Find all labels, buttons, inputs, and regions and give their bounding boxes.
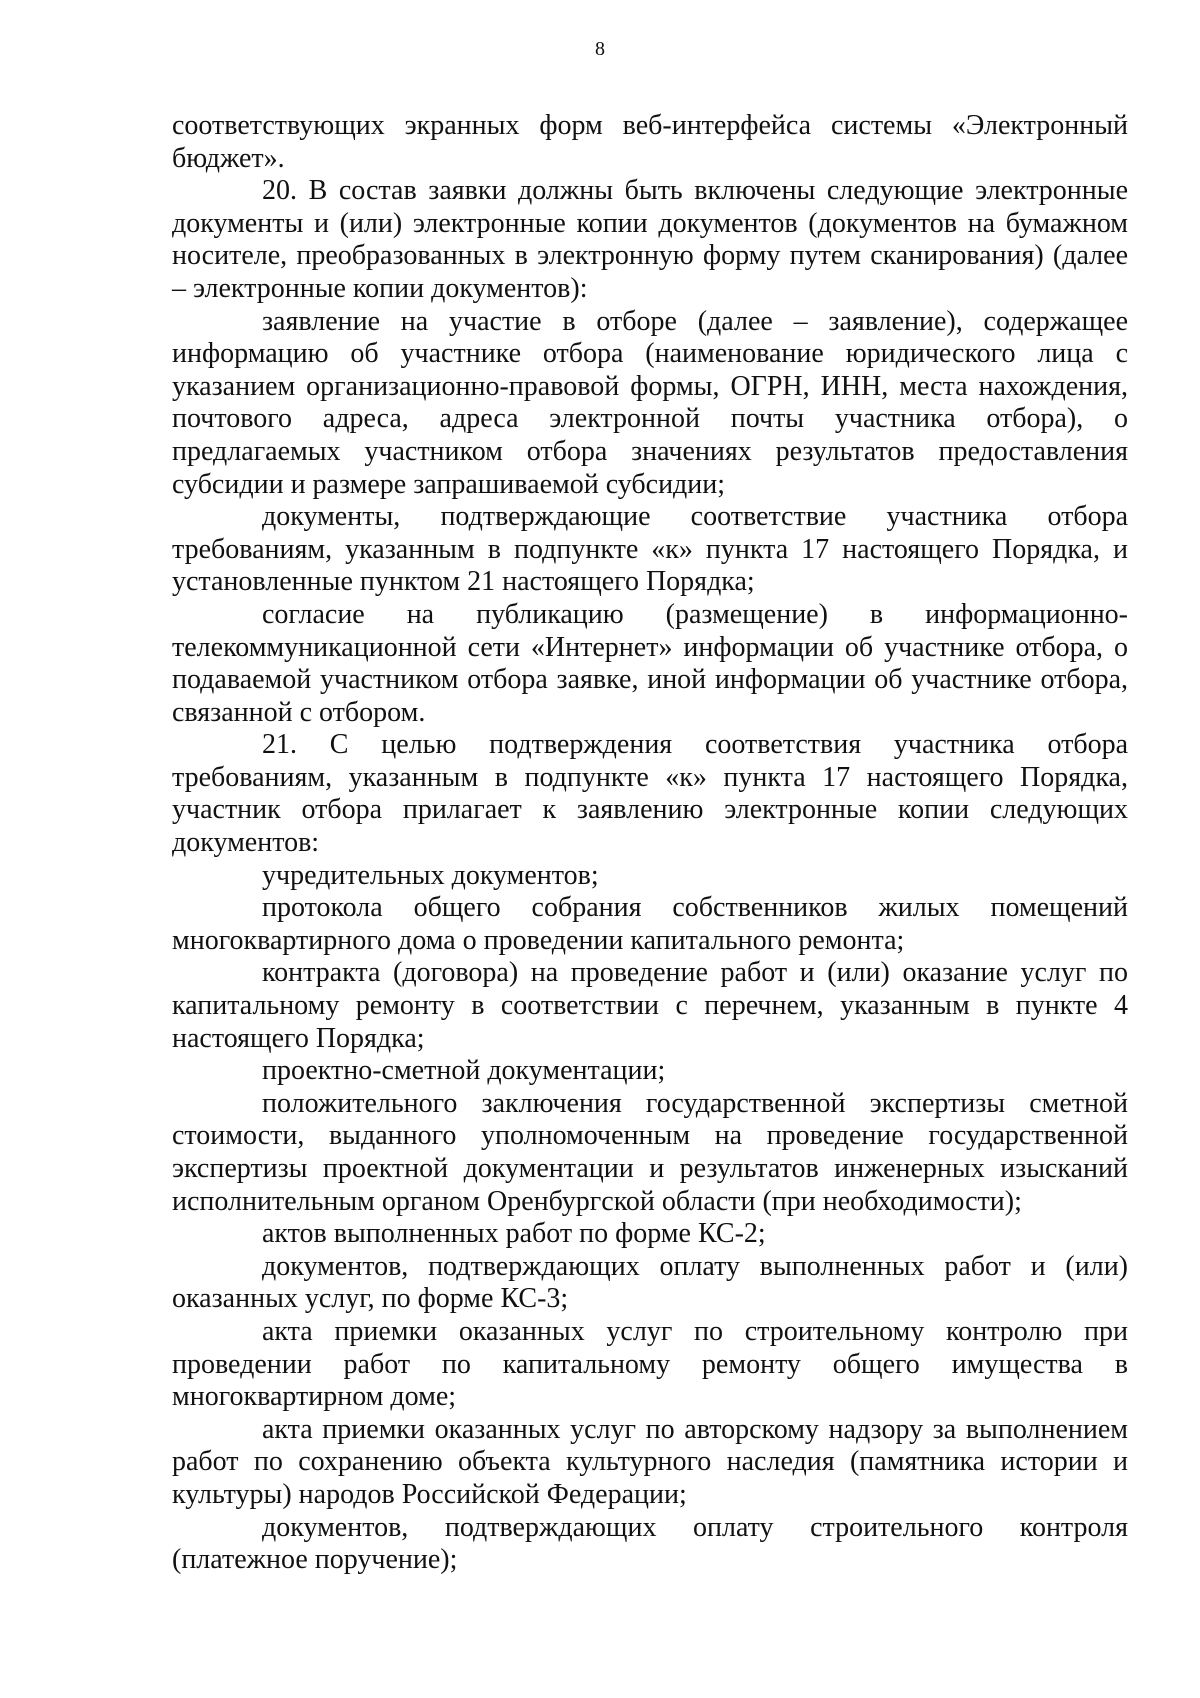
list-item-expert-conclusion: положительного заключения государственной экспертизы сметной стоимости, выданного уполномоченным на проведение государственной экспертизы проектной документации и результатов инженерных изысканий исполнительным органом Оренбургской области (при необходимости); — [172, 1087, 1128, 1217]
page-number: 8 — [595, 38, 605, 60]
paragraph-clause-21: 21. С целью подтверждения соответствия участника отбора требованиям, указанным в подпункте «к» пункта 17 настоящего Порядка, участник отбора прилагает к заявлению электронные копии следующих документов: — [172, 729, 1128, 859]
list-item-ks2-acts: актов выполненных работ по форме КС-2; — [262, 1218, 766, 1250]
list-item-construction-control-act: акта приемки оказанных услуг по строительному контролю при проведении работ по капитальному ремонту общего имущества в многоквартирном доме; — [172, 1315, 1128, 1413]
paragraph-application-statement: заявление на участие в отборе (далее – заявление), содержащее информацию об участнике отбора (наименование юридического лица с указанием организационно-правовой формы, ОГРН, ИНН, места нахождения, почтового адреса, адреса электронной почты участника отбора), о предлагаемых участником отбора значениях результатов предоставления субсидии и размере запрашиваемой субсидии; — [172, 305, 1128, 500]
list-item-design-estimate: проектно-сметной документации; — [262, 1055, 666, 1087]
document-body — [172, 110, 1128, 1577]
list-item-author-supervision-act: акта приемки оказанных услуг по авторскому надзору за выполнением работ по сохранению объекта культурного наследия (памятника истории и культуры) народов Российской Федерации; — [172, 1413, 1128, 1510]
paragraph-compliance-documents: документы, подтверждающие соответствие участника отбора требованиям, указанным в подпункте «к» пункта 17 настоящего Порядка, и установленные пунктом 21 настоящего Порядка; — [172, 501, 1128, 598]
list-item-founding-documents: учредительных документов; — [262, 859, 599, 891]
list-item-control-payment: документов, подтверждающих оплату строительного контроля (платежное поручение); — [172, 1511, 1128, 1576]
list-item-ks3-payment: документов, подтверждающих оплату выполненных работ и (или) оказанных услуг, по форме КС-3; — [172, 1250, 1128, 1315]
paragraph-continuation: соответствующих экранных форм веб-интерфейса системы «Электронный бюджет». — [172, 110, 1128, 174]
list-item-contract: контракта (договора) на проведение работ и (или) оказание услуг по капитальному ремонту в соответствии с перечнем, указанным в пункте 4 настоящего Порядка; — [172, 957, 1128, 1054]
paragraph-publication-consent: согласие на публикацию (размещение) в информационно-телекоммуникационной сети «Интернет» информации об участнике отбора, о подаваемой участником отбора заявке, иной информации об участнике отбора, связанной с отбором. — [172, 598, 1128, 728]
list-item-meeting-protocol: протокола общего собрания собственников жилых помещений многоквартирного дома о проведении капитального ремонта; — [172, 892, 1128, 956]
paragraph-clause-20: 20. В состав заявки должны быть включены следующие электронные документы и (или) электронные копии документов (документов на бумажном носителе, преобразованных в электронную форму путем сканирования) (далее – электронные копии документов): — [172, 175, 1128, 304]
